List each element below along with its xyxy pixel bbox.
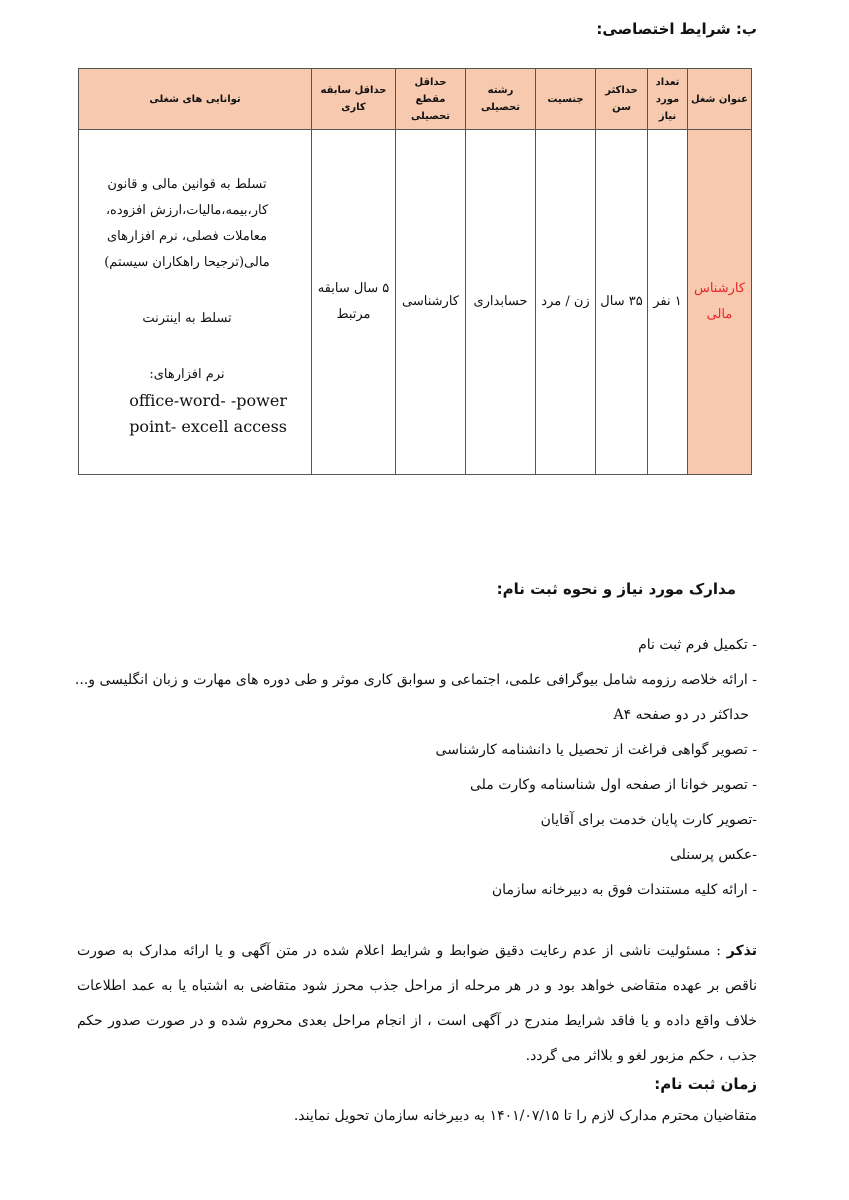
list-item: - تصویر خوانا از صفحه اول شناسنامه وکارت ملی [469, 777, 757, 793]
list-item: - تکمیل فرم ثبت نام [638, 637, 757, 653]
col-field: رشته تحصیلی [466, 69, 536, 130]
skill-financial-laws: تسلط به قوانین مالی و قانون کار،بیمه،مالیات،ارزش افزوده، معاملات فصلی، نرم افزارهای مالی(ترجیحا راهکاران سیستم) [104, 177, 270, 270]
registration-time-heading: زمان ثبت نام: [654, 1075, 757, 1093]
list-item: - ارائه کلیه مستندات فوق به دبیرخانه سازمان [491, 882, 757, 898]
list-item: - تصویر گواهی فراغت از تحصیل یا دانشنامه کارشناسی [435, 742, 757, 758]
col-degree: حداقل مقطع تحصیلی [396, 69, 466, 130]
cell-field: حسابداری [466, 130, 536, 475]
cell-skills [79, 130, 312, 475]
list-item: -عکس پرسنلی [670, 847, 757, 863]
list-item: - ارائه خلاصه رزومه شامل بیوگرافی علمی، اجتماعی و سوابق کاری موثر و طی دوره های مهارت و زبان انگلیسی و... [74, 672, 757, 688]
col-experience: حداقل سابقه کاری [312, 69, 396, 130]
skill-internet: تسلط به اینترنت [142, 311, 232, 326]
table-header-row [79, 69, 752, 130]
note-text: : مسئولیت ناشی از عدم رعایت دقیق ضوابط و شرایط اعلام شده در متن آگهی و یا ارائه مدارک به صورت ناقص بر عهده متقاضی خواهد بود و در هر مرحله از مراحل جذب محرز شود متقاضی به اشتباه یا به عمد اطلاعات خلاف واقع داده و یا فاقد شرایط مندرج در آگهی است ، از انجام مراحل بعدی محروم شده و در صورت صدور حکم جذب ، حکم مزبور لغو و بلااثر می گردد. [77, 943, 757, 1064]
col-gender: جنسیت [536, 69, 596, 130]
cell-experience: ۵ سال سابقه مرتبط [312, 130, 396, 475]
cell-count: ۱ نفر [648, 130, 688, 475]
documents-list [57, 628, 757, 908]
requirements-table [78, 68, 752, 475]
cell-job-title: کارشناس مالی [688, 130, 752, 475]
note-label: تذکر [726, 943, 757, 959]
col-job-title: عنوان شغل [688, 69, 752, 130]
cell-max-age: ۳۵ سال [596, 130, 648, 475]
cell-degree: کارشناسی [396, 130, 466, 475]
cell-gender: زن / مرد [536, 130, 596, 475]
col-count: تعداد مورد نیاز [648, 69, 688, 130]
registration-time-text: متقاضیان محترم مدارک لازم را تا ۱۴۰۱/۰۷/۱۵ به دبیرخانه سازمان تحویل نمایند. [293, 1108, 757, 1124]
specific-conditions-heading: ب: شرایط اختصاصی: [596, 20, 757, 38]
col-max-age: حداکثر سن [596, 69, 648, 130]
col-skills: توانایی های شغلی [79, 69, 312, 130]
note-paragraph [77, 934, 757, 1074]
skill-software-list: office-word- -power point- excell access [129, 391, 287, 436]
documents-heading: مدارک مورد نیاز و نحوه ثبت نام: [496, 580, 736, 598]
list-item: -تصویر کارت پایان خدمت برای آقایان [540, 812, 757, 828]
skill-software-label: نرم افزارهای: [149, 367, 225, 382]
table-row [79, 130, 752, 475]
list-item: حداکثر در دو صفحه A۴ [613, 707, 749, 723]
